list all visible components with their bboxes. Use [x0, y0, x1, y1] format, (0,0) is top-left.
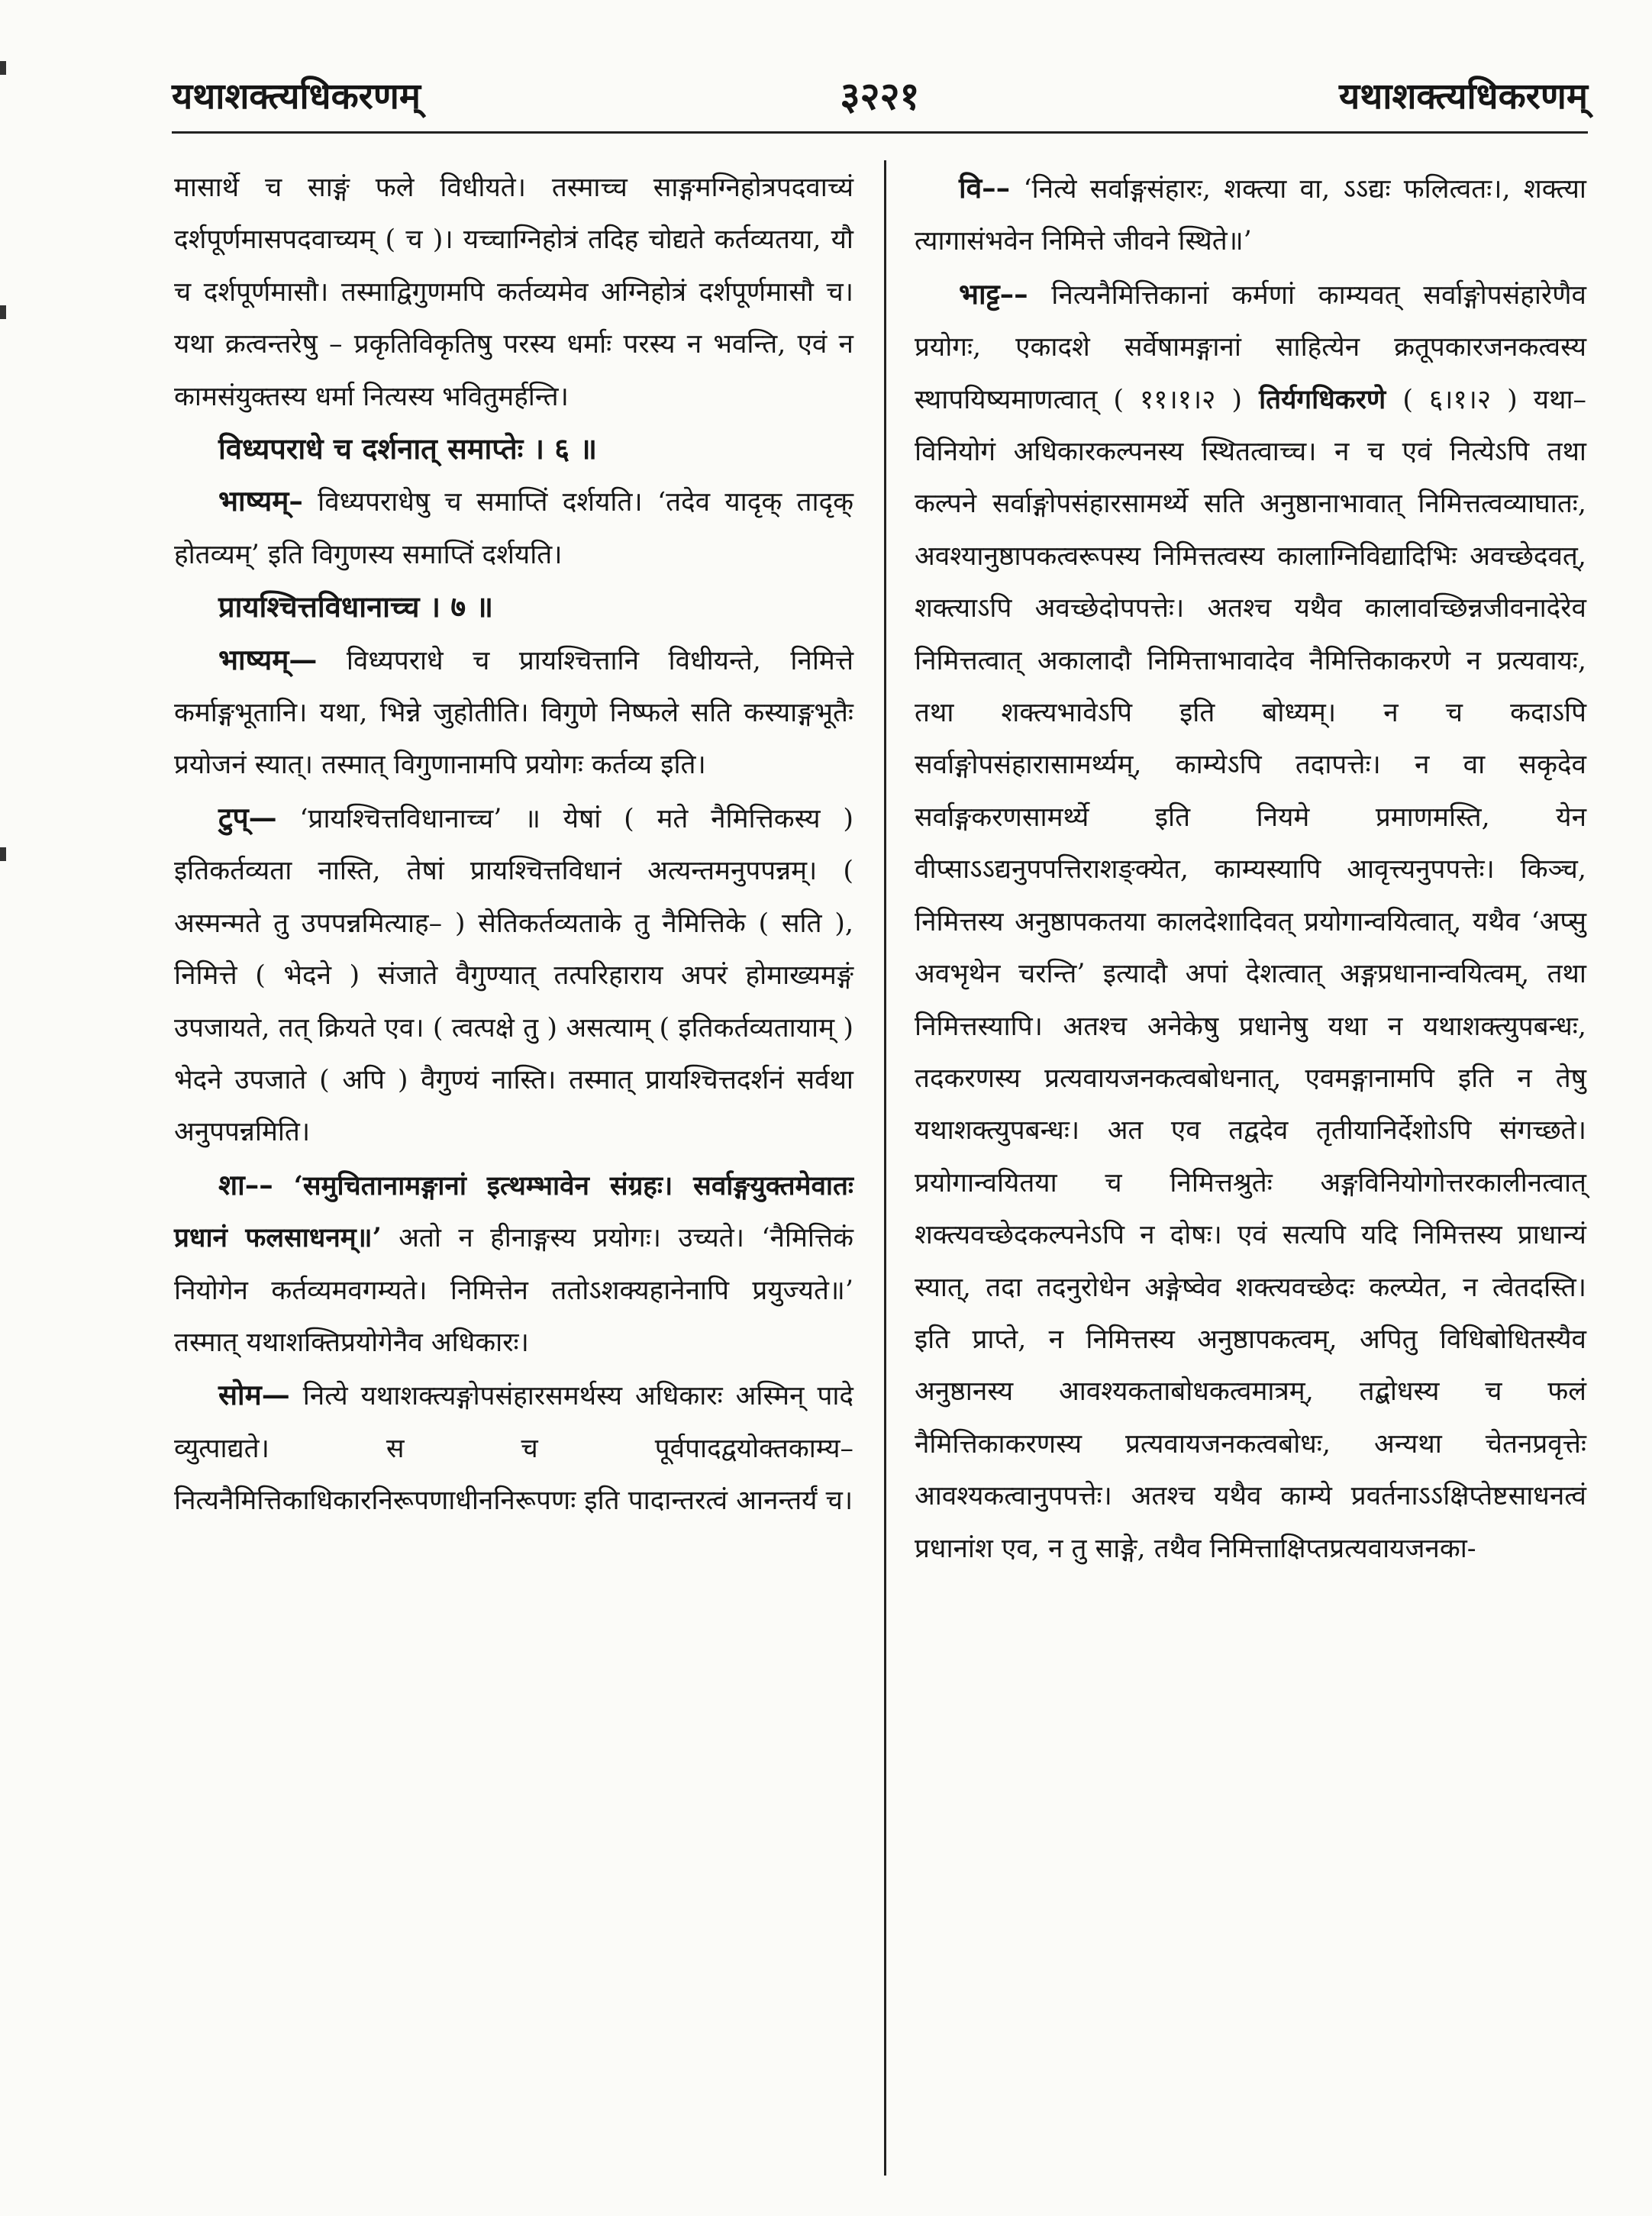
scan-edge-mark	[0, 847, 6, 861]
paragraph	[915, 268, 1586, 1575]
commentary-text: अतो न हीनाङ्गस्य प्रयोगः। उच्यते। ‘नैमित्तिकं नियोगेन कर्तव्यमवगम्यते। निमित्तेन ततोऽशक्यहानेनापि प्रयुज्यते॥’ तस्मात् यथाशक्तिप्रयोगेनैव अधिकारः।	[174, 1223, 853, 1358]
paragraph	[174, 792, 853, 1159]
paragraph	[174, 475, 853, 581]
commentary-text: ‘नित्ये सर्वाङ्गसंहारः, शक्त्या वा, ऽऽद्यः फलित्वतः।, शक्त्या त्यागासंभवेन निमित्ते जीवने स्थिते॥’	[915, 174, 1586, 257]
commentary-label: वि––	[959, 171, 1011, 205]
cross-reference: तिर्यगधिकरणे	[1242, 383, 1403, 415]
commentary-label: शा––	[218, 1167, 273, 1202]
scan-edge-mark	[0, 61, 6, 75]
header-rule	[172, 131, 1588, 134]
left-column	[174, 162, 853, 1527]
commentary-label: टुप्—	[218, 800, 277, 834]
column-divider	[884, 160, 886, 2176]
commentary-text: विध्यपराधेषु च समाप्तिं दर्शयति। ‘तदेव यादृक् तादृक् होतव्यम्’ इति विगुणस्य समाप्तिं दर्शयति।	[174, 487, 853, 570]
paragraph: मासार्थे च साङ्गं फले विधीयते। तस्माच्च साङ्गमग्निहोत्रपदवाच्यं दर्शपूर्णमासपदवाच्यम् ( च )। यच्चाग्निहोत्रं तदिह चोद्यते कर्तव्यतया, यौ च दर्शपूर्णमासौ। तस्माद्विगुणमपि कर्तव्यमेव अग्निहोत्रं दर्शपूर्णमासौ च। यथा क्रत्वन्तरेषु – प्रकृतिविकृतिषु परस्य धर्माः परस्य न भवन्ति, एवं न कामसंयुक्तस्य धर्मा नित्यस्य भवितुमर्हन्ति।	[174, 173, 853, 412]
sutra-7: प्रायश्चित्तविधानाच्च । ७ ॥	[218, 589, 494, 624]
commentary-label: भाष्यम्–	[218, 484, 303, 518]
commentary-text: विध्यपराधे च प्रायश्चित्तानि विधीयन्ते, निमित्ते कर्माङ्गभूतानि। यथा, भिन्ने जुहोतीति। विगुणे निष्फले सति कस्याङ्गभूतैः प्रयोजनं स्यात्। तस्मात् विगुणानामपि प्रयोगः कर्तव्य इति।	[174, 645, 853, 781]
commentary-text: ( ६।१।२ ) यथा– विनियोगं अधिकारकल्पनस्य स्थितत्वाच्च। न च एवं नित्येऽपि तथा कल्पने सर्वाङ्गोपसंहारसामर्थ्ये सति अनुष्ठानाभावात् निमित्तत्वव्याघातः, अवश्यानुष्ठापकत्वरूपस्य निमित्तत्वस्य कालाग्निविद्यादिभिः अवच्छेदवत्, शक्त्याऽपि अवच्छेदोपपत्तेः। अतश्च यथैव कालावच्छिन्नजीवनादेरेव निमित्तत्वात् अकालादौ निमित्ताभावादेव नैमित्तिकाकरणे न प्रत्यवायः, तथा शक्त्यभावेऽपि इति बोध्यम्। न च कदाऽपि सर्वाङ्गोपसंहारासामर्थ्यम्, काम्येऽपि तदापत्तेः। न वा सकृदेव सर्वाङ्गकरणसामर्थ्ये इति नियमे प्रमाणमस्ति, येन वीप्साऽऽद्यनुपपत्तिराशङ्क्येत, काम्यस्यापि आवृत्त्यनुपपत्तेः। किञ्च, निमित्तस्य अनुष्ठापकतया कालदेशादिवत् प्रयोगान्वयित्वात्, यथैव ‘अप्सु अवभृथेन चरन्ति’ इत्यादौ अपां देशत्वात् अङ्गप्रधानान्वयित्वम्, तथा निमित्तस्यापि। अतश्च अनेकेषु प्रधानेषु यथा न यथाशक्त्युपबन्धः, तदकरणस्य प्रत्यवायजनकत्वबोधनात्, एवमङ्गानामपि इति न तेषु यथाशक्त्युपबन्धः। अत एव तद्वदेव तृतीयानिर्देशोऽपि संगच्छते। प्रयोगान्वयितया च निमित्तश्रुतेः अङ्गविनियोगोत्तरकालीनत्वात् शक्त्यवच्छेदकल्पनेऽपि न दोषः। एवं सत्यपि यदि निमित्तस्य प्राधान्यं स्यात्, तदा तदनुरोधेन अङ्गेष्वेव शक्त्यवच्छेदः कल्प्येत, न त्वेतदस्ति। इति प्राप्ते, न निमित्तस्य अनुष्ठापकत्वम्, अपितु विधिबोधितस्यैव अनुष्ठानस्य आवश्यकताबोधकत्वमात्रम्, तद्बोधस्य च फलं नैमित्तिकाकरणस्य प्रत्यवायजनकत्वबोधः, अन्यथा चेतनप्रवृत्तेः आवश्यकत्वानुपपत्तेः। अतश्च यथैव काम्ये प्रवर्तनाऽऽक्षिप्तेष्टसाधनत्वं प्रधानांश एव, न तु साङ्गे, तथैव निमित्ताक्षिप्तप्रत्यवायजनका-	[915, 384, 1587, 1564]
commentary-text: ‘प्रायश्चित्तविधानाच्च’ ॥ येषां ( मते नैमित्तिकस्य ) इतिकर्तव्यता नास्ति, तेषां प्रायश्चित्तविधानं अत्यन्तमनुपपन्नम्। ( अस्मन्मते तु उपपन्नमित्याह– ) सेतिकर्तव्यताके तु नैमित्तिके ( सति ), निमित्ते ( भेदने ) संजाते वैगुण्यात् तत्परिहाराय अपरं होमाख्यमङ्गं उपजायते, तत् क्रियते एव। ( त्वत्पक्षे तु ) असत्याम् ( इतिकर्तव्यतायाम् ) भेदने उपजाते ( अपि ) वैगुण्यं नास्ति। तस्मात् प्रायश्चित्तदर्शनं सर्वथा अनुपपन्नमिति।	[174, 803, 853, 1148]
running-title-right: यथाशक्त्यधिकरणम्	[1339, 76, 1588, 118]
page-header	[172, 70, 1588, 131]
commentary-text: नित्ये यथाशक्त्यङ्गोपसंहारसमर्थस्य अधिकारः अस्मिन् पादे व्युत्पाद्यते। स च पूर्वपादद्वयोक्तकाम्य– नित्यनैमित्तिकाधिकारनिरूपणाधीननिरूपणः इति पादान्तरत्वं आनन्तर्यं च।	[174, 1381, 853, 1517]
scan-edge-mark	[0, 305, 6, 319]
running-title-left: यथाशक्त्यधिकरणम्	[172, 76, 421, 118]
quoted-verse: ‘समुचितानामङ्गानां इत्थम्भावेन संग्रहः। सर्वाङ्गयुक्तमेवातः प्रधानं फलसाधनम्॥’	[174, 1169, 853, 1254]
commentary-label: सोम—	[218, 1378, 290, 1412]
sutra-6: विध्यपराधे च दर्शनात् समाप्तेः । ६ ॥	[218, 431, 597, 466]
commentary-text: नित्यनैमित्तिकानां कर्मणां काम्यवत् सर्वाङ्गोपसंहारेणैव प्रयोगः, एकादशे सर्वेषामङ्गानां साहित्येन क्रतूपकारजनकत्वस्य स्थापयिष्यमाणत्वात् ( ११।१।२ )	[915, 279, 1586, 415]
paragraph	[174, 1159, 853, 1369]
commentary-label: भाष्यम्—	[218, 642, 318, 676]
paragraph	[174, 634, 853, 792]
page-number: ३२२१	[840, 73, 920, 118]
paragraph	[174, 1369, 853, 1527]
right-column	[915, 162, 1586, 1575]
paragraph	[915, 162, 1586, 268]
commentary-label: भाट्ट––	[959, 276, 1028, 311]
